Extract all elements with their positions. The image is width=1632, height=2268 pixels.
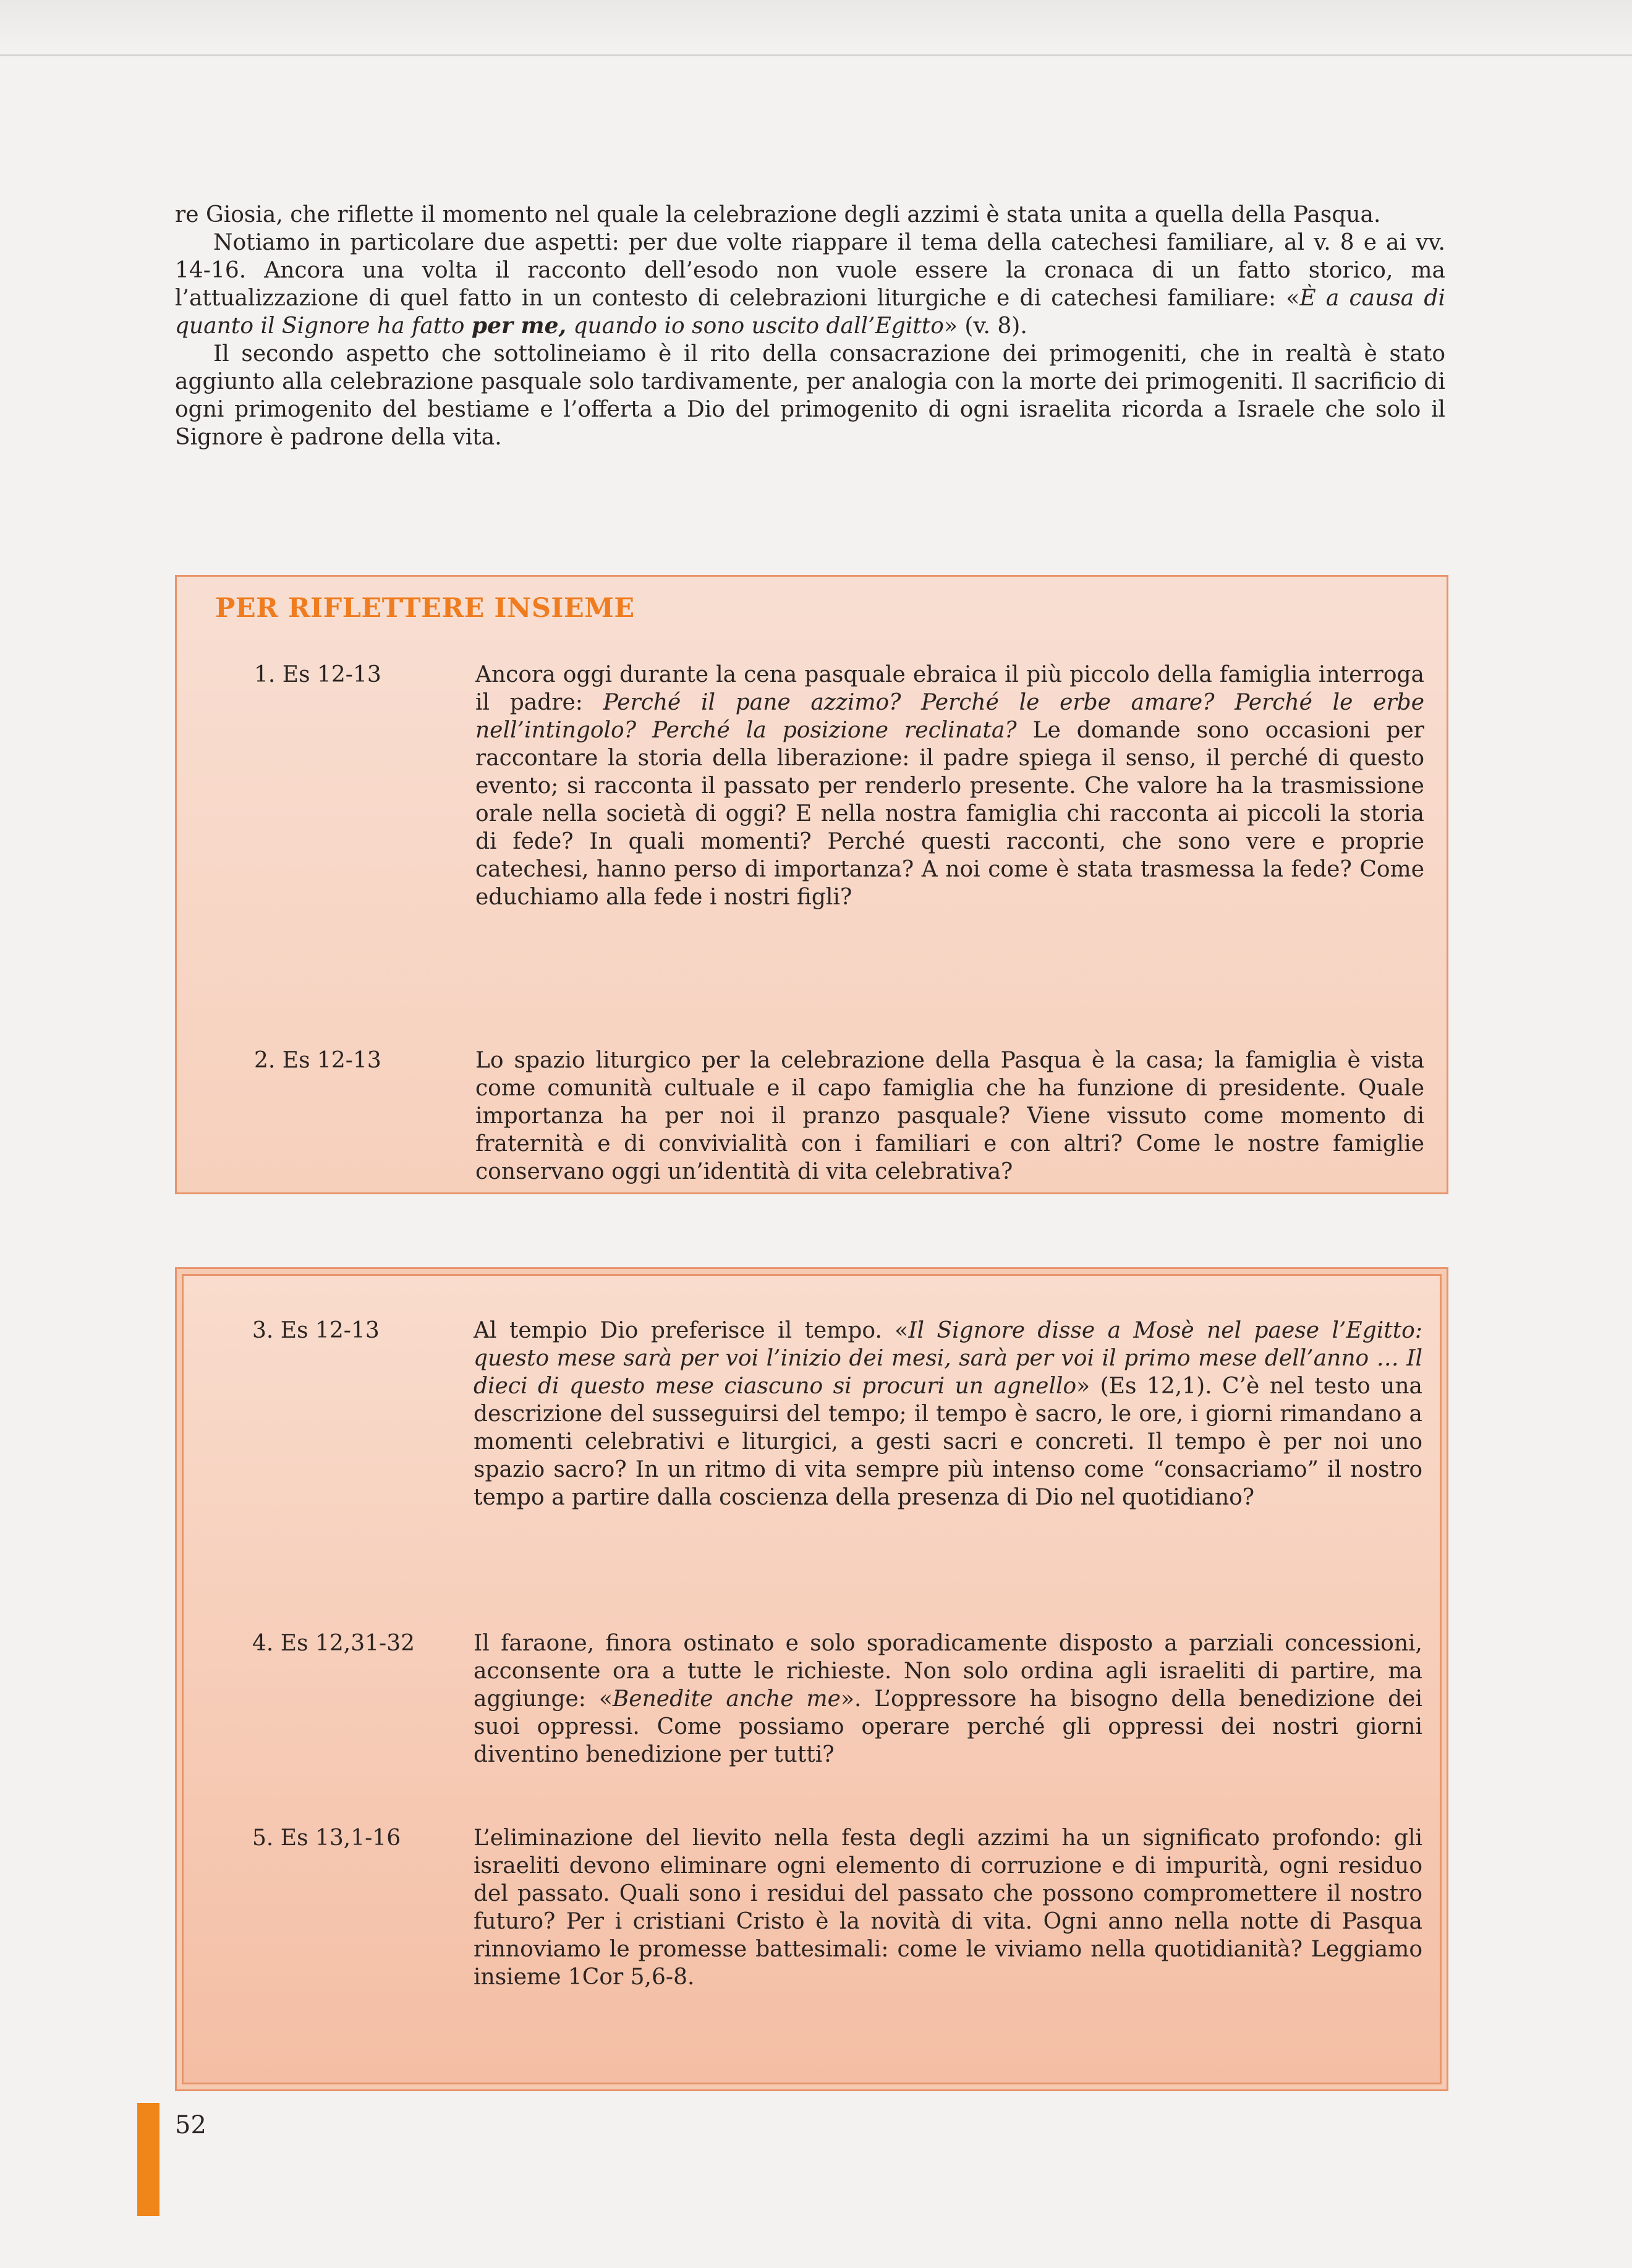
intro-p2-text: Notiamo in particolare due aspetti: per due volte riappare il tema della catechesi familiare, al v. 8 e ai vv. 14-16. Ancora una volta il racconto dell’esodo non vuole essere la cronaca di un fatto storico, ma l’attualizzazione di quel fatto in un contesto di celebrazioni liturgiche e di catechesi familiare: « — [175, 230, 1445, 311]
intro-paragraph-2 — [175, 229, 1445, 340]
intro-p2-quote-bold: per me, — [471, 313, 567, 339]
page-number-bar — [137, 2103, 159, 2216]
item-text: Lo spazio liturgico per la celebrazione della Pasqua è la casa; la famiglia è vista come comunità cultuale e il capo famiglia che ha funzione di presidente. Quale importanza ha per noi il pranzo pasquale? Viene vissuto come momento di fraternità e di convivialità con i familiari e con altri? Come le nostre famiglie conservano oggi un’identità di vita celebrativa? — [475, 1048, 1424, 1184]
item4-text-a: Il faraone, finora ostinato e solo sporadicamente disposto a parziali concessioni, acconsente ora a tutte le richieste. Non solo ordina agli israeliti di partire, ma aggiunge: « — [474, 1631, 1422, 1712]
item-text — [475, 661, 1424, 911]
item-text: L’eliminazione del lievito nella festa degli azzimi ha un significato profondo: gli israeliti devono eliminare ogni elemento di corruzione e di impurità, ogni residuo del passato. Quali sono i residui del passato che possono compromettere il nostro futuro? Per i cristiani Cristo è la novità di vita. Ogni anno nella notte di Pasqua rinnoviamo le promesse battesimali: come le viviamo nella quotidianità? Leggiamo insieme 1Cor 5,6-8. — [474, 1825, 1422, 1990]
item1-text-c: Le domande sono occasioni per raccontare la storia della liberazione: il padre spiega il senso, il perché di questo evento; si racconta il passato per renderlo presente. Che valore ha la trasmissione orale nella società di oggi? E nella nostra famiglia chi racconta ai piccoli la storia di fede? In quali momenti? Perché questi racconti, che sono vere e proprie catechesi, hanno perso di importanza? A noi come è stata trasmessa la fede? Come educhiamo alla fede i nostri figli? — [475, 718, 1424, 910]
scan-top-edge — [0, 0, 1632, 54]
item-text — [474, 1629, 1422, 1769]
item3-text-c: » (Es 12,1). C’è nel testo una descrizione del susseguirsi del tempo; il tempo è sacro, le ore, i giorni rimandano a momenti celebrativi e liturgici, a gesti sacri e concreti. Il tempo è per noi uno spazio sacro? In un ritmo di vita sempre più intenso come “consacriamo” il nostro tempo a partire dalla coscienza della presenza di Dio nel quotidiano? — [474, 1374, 1422, 1510]
item3-text-a: Al tempio Dio preferisce il tempo. « — [474, 1318, 909, 1343]
reflection-box-2-inner — [182, 1274, 1442, 2084]
item1-text-a: Ancora oggi durante la cena pasquale ebraica il più piccolo della famiglia interroga il padre: — [475, 662, 1424, 715]
intro-p2-end: » (v. 8). — [943, 313, 1027, 339]
item-ref: 5. Es 13,1-16 — [252, 1825, 401, 1851]
item-ref: 1. Es 12-13 — [254, 662, 381, 687]
intro-p2-quote-a: È a causa di quanto il Signore ha fatto — [175, 286, 1445, 339]
item1-text-italic: Perché il pane azzimo? Perché le erbe amare? Perché le erbe nell’intingolo? Perché la posizione reclinata? — [475, 690, 1424, 743]
scan-edge-line — [0, 54, 1632, 56]
intro-text — [175, 201, 1445, 451]
item3-text-italic: Il Signore disse a Mosè nel paese l’Egitto: questo mese sarà per voi l’inizio dei mesi, sarà per voi il primo mese dell’anno … Il dieci di questo mese ciascuno si procuri un agnello — [474, 1318, 1422, 1399]
item4-text-italic: Benedite anche me — [612, 1686, 841, 1712]
item-ref: 4. Es 12,31-32 — [252, 1631, 415, 1656]
item-ref: 2. Es 12-13 — [254, 1048, 381, 1073]
reflection-box-2 — [175, 1267, 1448, 2091]
box-title: PER RIFLETTERE INSIEME — [215, 593, 635, 624]
intro-p2-quote-b: quando io sono uscito dall’Egitto — [566, 313, 944, 339]
item-ref: 3. Es 12-13 — [252, 1318, 380, 1343]
intro-paragraph-3: Il secondo aspetto che sottolineiamo è il rito della consacrazione dei primogeniti, che in realtà è stato aggiunto alla celebrazione pasquale solo tardivamente, per analogia con la morte dei primogeniti. Il sacrificio di ogni primogenito del bestiame e l’offerta a Dio del primogenito di ogni israelita ricorda a Israele che solo il Signore è padrone della vita. — [175, 341, 1445, 450]
item4-text-c: ». L’oppressore ha bisogno della benedizione dei suoi oppressi. Come possiamo operare perché gli oppressi dei nostri giorni diventino benedizione per tutti? — [474, 1686, 1422, 1767]
intro-paragraph-1: re Giosia, che riflette il momento nel quale la celebrazione degli azzimi è stata unita a quella della Pasqua. — [175, 202, 1381, 227]
item-text — [474, 1317, 1422, 1511]
page-number: 52 — [175, 2111, 206, 2139]
reflection-box-1 — [175, 575, 1448, 1194]
